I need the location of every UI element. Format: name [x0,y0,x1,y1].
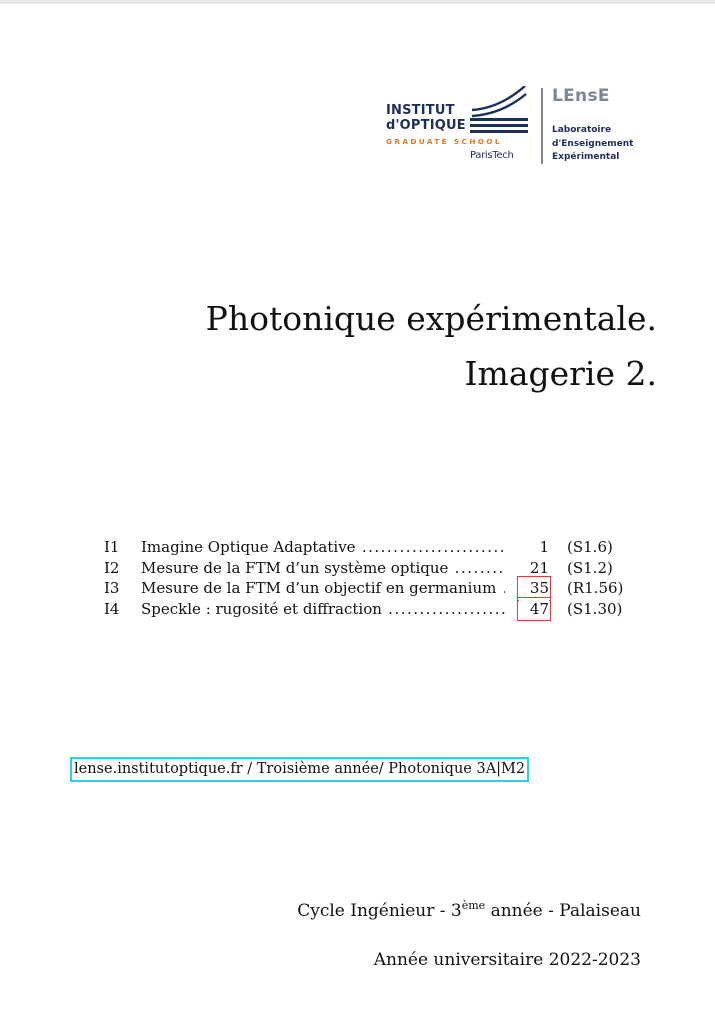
toc-ref: (S1.2) [567,558,613,577]
toc-row[interactable] [104,537,644,558]
course-website-link[interactable]: lense.institutoptique.fr / Troisième année/ Photonique 3A|M2 [70,757,529,782]
document-subtitle: Imagerie 2. [464,354,657,393]
lense-logo-line: d'Enseignement [552,139,634,149]
academic-year: Année universitaire 2022-2023 [373,950,641,970]
toc-code: I1 [104,538,120,556]
cycle-suffix: année - Palaiseau [485,901,641,921]
toc-page-link[interactable]: 21 [519,558,549,579]
lense-logo-line: Laboratoire [552,125,612,135]
toc-row[interactable] [104,578,644,599]
toc-code: I3 [104,579,120,597]
top-edge [0,0,715,4]
logo-paristech-text: ParisTech [470,150,514,161]
table-of-contents [104,537,644,619]
toc-row[interactable] [104,599,644,620]
institut-optique-mark-icon [470,86,530,136]
toc-page-link[interactable]: 47 [519,599,549,620]
document-title: Photonique expérimentale. [205,299,657,338]
toc-ref: (S1.30) [567,599,623,618]
toc-code: I4 [104,599,120,618]
lense-logo-title: LEnsE [552,86,610,106]
cycle-line [297,901,641,921]
toc-title: Mesure de la FTM d’un système optique ..... [141,558,505,579]
toc-title: Mesure de la FTM d’un objectif en germanium ..... [141,578,505,599]
cycle-superscript: ème [461,899,486,912]
toc-title: Imagine Optique Adaptative ..... [141,537,505,558]
toc-code: I2 [104,558,120,577]
cycle-prefix: Cycle Ingénieur - 3 [297,901,462,921]
logo-optique-text: d'OPTIQUE [386,118,466,133]
toc-ref: (R1.56) [567,579,624,597]
toc-title: Speckle : rugosité et diffraction ..... [141,599,505,620]
toc-ref: (S1.6) [567,538,613,556]
logo-divider [541,88,543,164]
logo-graduate-school-text: GRADUATE SCHOOL [386,137,502,146]
institut-optique-logo [386,86,531,166]
toc-page-link[interactable]: 35 [519,578,549,599]
logo-institut-text: INSTITUT [386,103,455,118]
toc-page-link[interactable]: 1 [519,537,549,558]
toc-row[interactable] [104,558,644,579]
lense-logo-line: Expérimental [552,152,620,162]
